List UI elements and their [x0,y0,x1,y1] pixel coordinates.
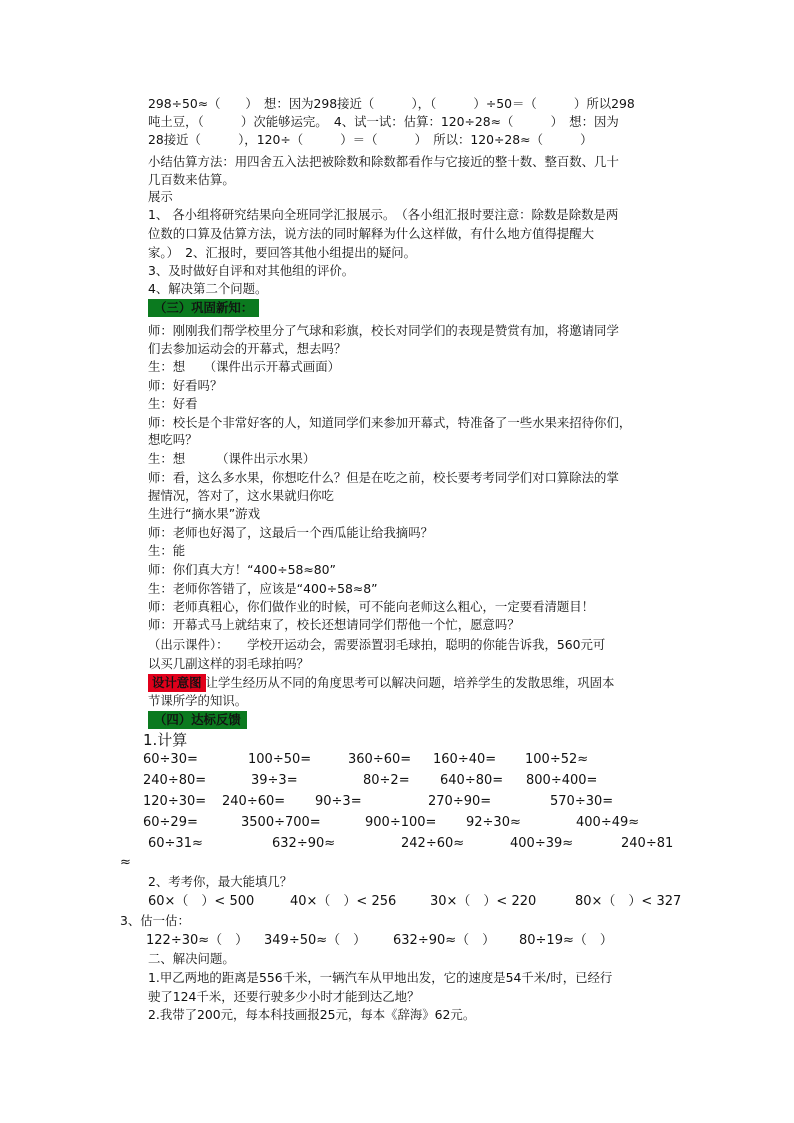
calc-item: 640÷80= [440,773,504,788]
design-intent-tag: 设计意图 [148,674,206,692]
text-line: 小结估算方法：用四舍五入法把被除数和除数都看作与它接近的整十数、整百数、几十 [148,154,619,169]
text-line: 师：老师真粗心，你们做作业的时候，可不能向老师这么粗心，一定要看清题目！ [148,599,595,614]
calc-item: 60÷30= [143,752,198,767]
text-line: 3、及时做好自评和对其他组的评价。 [148,263,355,278]
text-line: 28接近（ ），120÷（ ）＝（ ） 所以：120÷28≈（ ） [148,132,593,147]
calc-item: 242÷60≈ [401,836,465,851]
section-label: 展示 [148,189,173,204]
text-line: 以买几副这样的羽毛球拍吗？ [148,656,310,671]
calc-item: 80÷2= [363,773,410,788]
calc-item: 400÷39≈ [510,836,574,851]
text-line: 298÷50≈（ ） 想：因为298接近（ ），（ ）÷50＝（ ）所以298 [148,96,635,111]
calc-item: 360÷60= [348,752,412,767]
estimate-item: 349÷50≈（ ） [264,933,367,948]
estimate-item: 122÷30≈（ ） [146,933,249,948]
section-tag [148,711,247,729]
problem-1-line: 1.甲乙两地的距离是556千米，一辆汽车从甲地出发，它的速度是54千米/时，已经行 [148,970,613,985]
text-line: 师：开幕式马上就结束了，校长还想请同学们帮他一个忙，愿意吗？ [148,617,520,632]
text-line: 师：你们真大方！“400÷58≈80” [148,562,336,577]
text-line: 生进行“摘水果”游戏 [148,506,260,521]
section-4-title: 二、解决问题。 [148,951,235,966]
problem-2-line: 2.我带了200元，每本科技画报25元，每本《辞海》62元。 [148,1007,476,1022]
text-line: 节课所学的知识。 [148,693,248,708]
fill-item: 80×（ ）< 327 [575,894,682,909]
fill-item: 60×（ ）< 500 [148,894,255,909]
text-line: 生：老师你答错了，应该是“400÷58≈8” [148,581,378,596]
text-line: 师：好看吗？ [148,378,223,393]
text-line: 师：看，这么多水果，你想吃什么？但是在吃之前，校长要考考同学们对口算除法的掌 [148,470,619,485]
calc-item: 3500÷700= [241,815,321,830]
fill-item: 30×（ ）< 220 [430,894,537,909]
text-line: 生：想 （课件出示开幕式画面） [148,359,341,374]
calc-item: 100÷50= [248,752,312,767]
calc-item: 160÷40= [433,752,497,767]
text-line: 生：想 （课件出示水果） [148,451,316,466]
text-line: 握情况，答对了，这水果就归你吃 [148,488,334,503]
text-line: 吨土豆，（ ）次能够运完。 4、试一试：估算：120÷28≈（ ） 想：因为 [148,114,619,129]
text-line: 师：老师也好渴了，这最后一个西瓜能让给我摘吗？ [148,525,433,540]
calc-item: 39÷3= [251,773,298,788]
text-span: 让学生经历从不同的角度思考可以解决问题，培养学生的发散思维，巩固本 [205,675,615,690]
section-tag [148,299,259,317]
text-line: 几百数来估算。 [148,172,235,187]
fill-item: 40×（ ）< 256 [290,894,397,909]
text-line: 们去参加运动会的开幕式，想去吗？ [148,341,347,356]
section-2-title: 2、考考你，最大能填几？ [148,874,293,889]
text-line: 师：刚刚我们帮学校里分了气球和彩旗，校长对同学们的表现是赞赏有加，将邀请同学 [148,323,619,338]
calc-item: 92÷30≈ [466,815,521,830]
design-intent-line [148,674,614,692]
estimate-item: 632÷90≈（ ） [393,933,496,948]
calc-item: 60÷31≈ [148,836,203,851]
text-line: 生：好看 [148,396,198,411]
text-line: 师：校长是个非常好客的人，知道同学们来参加开幕式，特准备了一些水果来招待你们， [148,415,632,430]
calc-item: 60÷29= [143,815,198,830]
text-line: （出示课件）： 学校开运动会，需要添置羽毛球拍，聪明的你能告诉我，560元可 [148,637,606,652]
text-line: 1、 各小组将研究结果向全班同学汇报展示。 （各小组汇报时要注意：除数是除数是两 [148,207,619,222]
problem-1-line: 驶了124千米，还要行驶多少小时才能到达乙地？ [148,989,420,1004]
section-tag-label: （四）达标反馈 [148,711,247,729]
calc-tail: ≈ [120,855,131,870]
text-line: 想吃吗？ [148,432,198,447]
calc-item: 900÷100= [365,815,437,830]
calc-item: 240÷60= [222,794,286,809]
calc-item: 632÷90≈ [272,836,336,851]
estimate-item: 80÷19≈（ ） [519,933,613,948]
heading-calc: 1.计算 [143,731,188,749]
calc-item: 400÷49≈ [576,815,640,830]
calc-item: 120÷30= [143,794,207,809]
calc-item: 240÷81 [621,836,674,851]
text-line: 家。） 2、汇报时，要回答其他小组提出的疑问。 [148,245,417,260]
section-tag-label: （三）巩固新知： [148,299,259,317]
calc-item: 100÷52≈ [525,752,589,767]
calc-item: 570÷30= [550,794,614,809]
text-line: 位数的口算及估算方法，说方法的同时解释为什么这样做，有什么地方值得提醒大 [148,226,595,241]
text-line: 生：能 [148,543,186,558]
calc-item: 240÷80= [143,773,207,788]
calc-item: 270÷90= [428,794,492,809]
section-3-title: 3、估一估： [120,913,190,928]
calc-item: 800÷400= [526,773,598,788]
text-line: 4、解决第二个问题。 [148,281,268,296]
calc-item: 90÷3= [315,794,362,809]
